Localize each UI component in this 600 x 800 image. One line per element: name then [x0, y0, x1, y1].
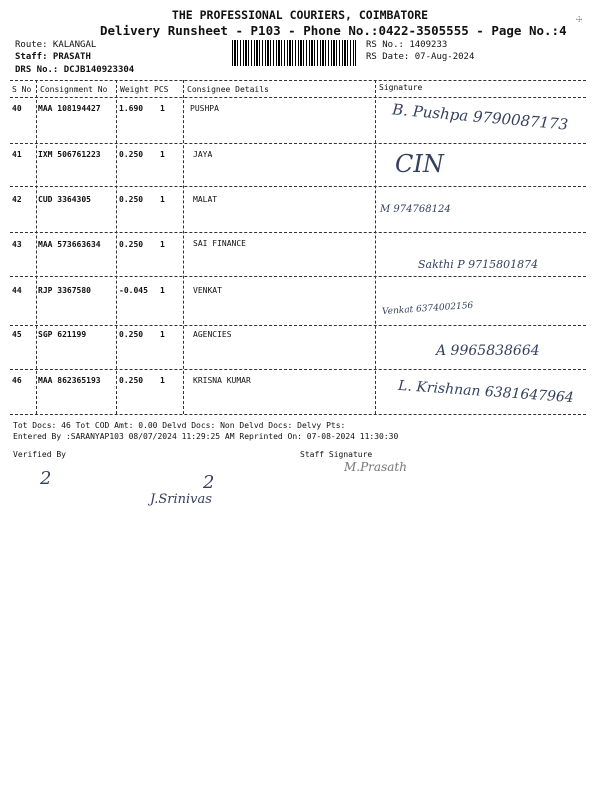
verified-signature: J.Srinivas — [150, 492, 212, 507]
row-consignment: SGP 621199 — [38, 330, 87, 339]
row-sno: 43 — [12, 240, 22, 249]
route-label: Route: KALANGAL — [15, 40, 97, 50]
row-signature: A 9965838664 — [436, 343, 540, 359]
row-weight: 0.250 — [119, 240, 144, 249]
row-weight: 0.250 — [119, 150, 144, 159]
row-sno: 42 — [12, 195, 22, 204]
row-rule — [10, 186, 586, 187]
col-sno: S No — [12, 85, 32, 94]
row-signature: M 974768124 — [380, 204, 451, 215]
col-divider — [36, 80, 37, 414]
row-weight: 0.250 — [119, 376, 144, 385]
header-rule-top — [10, 80, 586, 81]
row-weight: -0.045 — [119, 286, 148, 295]
row-consignee: SAI FINANCE — [193, 239, 246, 248]
verified-signature: 2 — [40, 468, 52, 489]
col-divider — [183, 80, 184, 414]
row-pcs: 1 — [160, 286, 165, 295]
row-consignment: CUD 3364305 — [38, 195, 91, 204]
entered-by-line: Entered By :SARANYAP103 08/07/2024 11:29:25 AM Reprinted On: 07-08-2024 11:30:30 — [13, 432, 399, 441]
row-signature: Venkat 6374002156 — [381, 300, 474, 318]
row-consignee: AGENCIES — [193, 330, 232, 339]
staff-signature-label: Staff Signature — [300, 450, 373, 459]
corner-mark: ☩ — [575, 14, 582, 25]
row-rule — [10, 325, 586, 326]
row-rule — [10, 143, 586, 144]
col-pcs: PCS — [154, 85, 169, 94]
row-sno: 45 — [12, 330, 22, 339]
row-rule — [10, 232, 586, 233]
table-rule-bottom — [10, 414, 586, 415]
row-sno: 41 — [12, 150, 22, 159]
row-consignment: RJP 3367580 — [38, 286, 91, 295]
verified-signature: 2 — [203, 472, 215, 493]
row-signature: Sakthi P 9715801874 — [418, 258, 539, 271]
col-signature: Signature — [379, 83, 423, 92]
row-consignee: JAYA — [193, 150, 213, 159]
company-title: THE PROFESSIONAL COURIERS, COIMBATORE — [171, 8, 429, 22]
row-consignee: MALAT — [193, 195, 218, 204]
rs-number: RS No.: 1409233 — [366, 40, 448, 50]
row-pcs: 1 — [160, 376, 165, 385]
row-weight: 1.690 — [119, 104, 144, 113]
barcode — [232, 40, 356, 66]
totals-line: Tot Docs: 46 Tot COD Amt: 0.00 Delvd Docs: Non Delvd Docs: Delvy Pts: — [13, 421, 346, 430]
row-consignment: MAA 108194427 — [38, 104, 101, 113]
row-weight: 0.250 — [119, 330, 144, 339]
row-pcs: 1 — [160, 195, 165, 204]
row-signature: L. Krishnan 6381647964 — [397, 377, 575, 407]
row-consignment: MAA 862365193 — [38, 376, 101, 385]
staff-signature: M.Prasath — [344, 460, 407, 474]
row-sno: 46 — [12, 376, 22, 385]
col-divider — [116, 80, 117, 414]
row-sno: 40 — [12, 104, 22, 113]
row-rule — [10, 369, 586, 370]
row-pcs: 1 — [160, 150, 165, 159]
verified-by-label: Verified By — [13, 450, 66, 459]
row-pcs: 1 — [160, 240, 165, 249]
col-consignee: Consignee Details — [187, 85, 269, 94]
row-consignee: KRISNA KUMAR — [193, 376, 251, 385]
row-consignee: PUSHPA — [190, 104, 219, 113]
row-signature: B. Pushpa 9790087173 — [391, 100, 569, 134]
row-rule — [10, 276, 586, 277]
staff-label: Staff: PRASATH — [15, 52, 91, 62]
header-rule-bottom — [10, 97, 586, 98]
row-consignee: VENKAT — [193, 286, 222, 295]
drs-number: DRS No.: DCJB140923304 — [15, 65, 135, 75]
rs-date: RS Date: 07-Aug-2024 — [366, 52, 475, 62]
row-signature: CIN — [395, 150, 444, 178]
runsheet-subtitle: Delivery Runsheet - P103 - Phone No.:0422-3505555 - Page No.:4 — [100, 23, 567, 38]
row-pcs: 1 — [160, 104, 165, 113]
col-consignment: Consignment No — [40, 85, 108, 94]
row-consignment: MAA 573663634 — [38, 240, 101, 249]
row-consignment: IXM 506761223 — [38, 150, 101, 159]
col-divider — [375, 80, 376, 414]
row-sno: 44 — [12, 286, 22, 295]
row-pcs: 1 — [160, 330, 165, 339]
col-weight: Weight — [120, 85, 149, 94]
row-weight: 0.250 — [119, 195, 144, 204]
